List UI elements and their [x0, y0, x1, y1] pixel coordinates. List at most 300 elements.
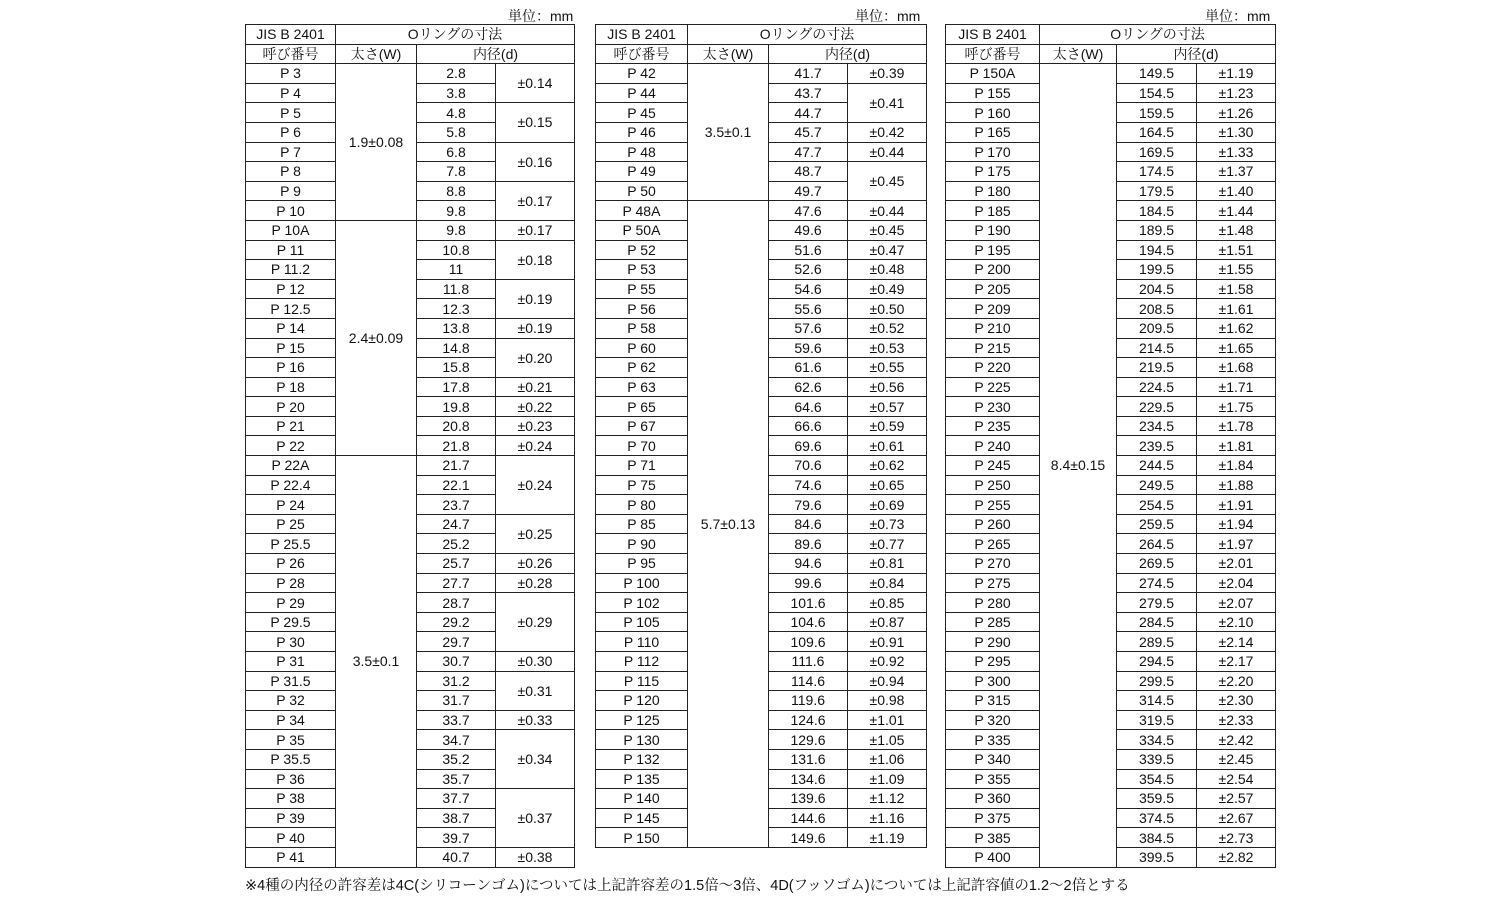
table-row	[596, 201, 927, 221]
inner-diameter-cell: 354.5	[1117, 769, 1197, 789]
inner-diameter-cell: 35.7	[417, 769, 496, 789]
inner-diameter-cell: 7.8	[417, 162, 496, 182]
inner-diameter-cell: 10.8	[417, 240, 496, 260]
inner-diameter-cell: 12.3	[417, 299, 496, 319]
inner-diameter-cell: 27.7	[417, 573, 496, 593]
inner-diameter-cell: 61.6	[769, 358, 848, 378]
call-number-cell: P 260	[946, 514, 1040, 534]
inner-diameter-cell: 29.7	[417, 632, 496, 652]
tolerance-cell: ±2.57	[1197, 789, 1276, 809]
inner-diameter-cell: 314.5	[1117, 691, 1197, 711]
inner-diameter-cell: 48.7	[769, 162, 848, 182]
call-number-cell: P 105	[596, 612, 688, 632]
call-number-cell: P 62	[596, 358, 688, 378]
header-dims: Oリングの寸法	[336, 25, 575, 45]
call-number-cell: P 240	[946, 436, 1040, 456]
call-number-cell: P 190	[946, 220, 1040, 240]
inner-diameter-cell: 299.5	[1117, 671, 1197, 691]
call-number-cell: P 6	[246, 122, 336, 142]
tolerance-cell: ±0.84	[848, 573, 927, 593]
inner-diameter-cell: 25.7	[417, 554, 496, 574]
inner-diameter-cell: 189.5	[1117, 220, 1197, 240]
inner-diameter-cell: 89.6	[769, 534, 848, 554]
inner-diameter-cell: 274.5	[1117, 573, 1197, 593]
header-dims: Oリングの寸法	[1040, 25, 1276, 45]
call-number-cell: P 48A	[596, 201, 688, 221]
inner-diameter-cell: 19.8	[417, 397, 496, 417]
footnote: ※4種の内径の許容差は4C(シリコーンゴム)については上記許容差の1.5倍～3倍、4D(フッソゴム)については上記許容値の1.2～2倍とする	[245, 878, 1130, 894]
tolerance-cell: ±0.87	[848, 612, 927, 632]
call-number-cell: P 20	[246, 397, 336, 417]
tolerance-cell: ±1.55	[1197, 260, 1276, 280]
call-number-cell: P 31.5	[246, 671, 336, 691]
call-number-cell: P 15	[246, 338, 336, 358]
tolerance-cell: ±1.30	[1197, 122, 1276, 142]
call-number-cell: P 120	[596, 691, 688, 711]
call-number-cell: P 3	[246, 64, 336, 84]
call-number-cell: P 112	[596, 652, 688, 672]
call-number-cell: P 170	[946, 142, 1040, 162]
width-cell: 3.5±0.1	[336, 456, 417, 867]
header-call-number: 呼び番号	[596, 44, 688, 64]
call-number-cell: P 100	[596, 573, 688, 593]
call-number-cell: P 75	[596, 475, 688, 495]
inner-diameter-cell: 23.7	[417, 495, 496, 515]
call-number-cell: P 36	[246, 769, 336, 789]
inner-diameter-cell: 9.8	[417, 220, 496, 240]
call-number-cell: P 210	[946, 318, 1040, 338]
tolerance-cell: ±1.81	[1197, 436, 1276, 456]
tolerance-cell: ±0.73	[848, 514, 927, 534]
tolerance-cell: ±2.42	[1197, 730, 1276, 750]
call-number-cell: P 14	[246, 318, 336, 338]
call-number-cell: P 26	[246, 554, 336, 574]
call-number-cell: P 185	[946, 201, 1040, 221]
inner-diameter-cell: 21.8	[417, 436, 496, 456]
call-number-cell: P 215	[946, 338, 1040, 358]
inner-diameter-cell: 11.8	[417, 279, 496, 299]
tolerance-cell: ±0.23	[496, 416, 575, 436]
table-row	[246, 64, 575, 84]
inner-diameter-cell: 59.6	[769, 338, 848, 358]
call-number-cell: P 25	[246, 514, 336, 534]
call-number-cell: P 12	[246, 279, 336, 299]
call-number-cell: P 225	[946, 377, 1040, 397]
call-number-cell: P 140	[596, 789, 688, 809]
call-number-cell: P 71	[596, 456, 688, 476]
inner-diameter-cell: 94.6	[769, 554, 848, 574]
inner-diameter-cell: 57.6	[769, 318, 848, 338]
tolerance-cell: ±1.09	[848, 769, 927, 789]
tolerance-cell: ±0.26	[496, 554, 575, 574]
tolerance-cell: ±0.42	[848, 122, 927, 142]
call-number-cell: P 34	[246, 710, 336, 730]
tolerance-cell: ±2.30	[1197, 691, 1276, 711]
inner-diameter-cell: 109.6	[769, 632, 848, 652]
call-number-cell: P 135	[596, 769, 688, 789]
tolerance-cell: ±0.57	[848, 397, 927, 417]
tolerance-cell: ±0.39	[848, 64, 927, 84]
tolerance-cell: ±1.37	[1197, 162, 1276, 182]
call-number-cell: P 50	[596, 181, 688, 201]
tolerance-cell: ±0.98	[848, 691, 927, 711]
tolerance-cell: ±0.61	[848, 436, 927, 456]
inner-diameter-cell: 234.5	[1117, 416, 1197, 436]
tolerance-cell: ±0.94	[848, 671, 927, 691]
tolerance-cell: ±2.33	[1197, 710, 1276, 730]
call-number-cell: P 63	[596, 377, 688, 397]
inner-diameter-cell: 219.5	[1117, 358, 1197, 378]
inner-diameter-cell: 40.7	[417, 847, 496, 867]
inner-diameter-cell: 34.7	[417, 730, 496, 750]
inner-diameter-cell: 13.8	[417, 318, 496, 338]
call-number-cell: P 375	[946, 808, 1040, 828]
inner-diameter-cell: 39.7	[417, 828, 496, 848]
table-row	[246, 456, 575, 476]
call-number-cell: P 195	[946, 240, 1040, 260]
inner-diameter-cell: 44.7	[769, 103, 848, 123]
tolerance-cell: ±0.44	[848, 201, 927, 221]
tolerance-cell: ±1.23	[1197, 83, 1276, 103]
inner-diameter-cell: 169.5	[1117, 142, 1197, 162]
tolerance-cell: ±0.69	[848, 495, 927, 515]
call-number-cell: P 220	[946, 358, 1040, 378]
call-number-cell: P 245	[946, 456, 1040, 476]
call-number-cell: P 165	[946, 122, 1040, 142]
inner-diameter-cell: 47.7	[769, 142, 848, 162]
tolerance-cell: ±0.44	[848, 142, 927, 162]
tolerance-cell: ±0.18	[496, 240, 575, 279]
header-width: 太さ(W)	[688, 44, 769, 64]
tolerance-cell: ±2.04	[1197, 573, 1276, 593]
call-number-cell: P 21	[246, 416, 336, 436]
width-cell: 2.4±0.09	[336, 220, 417, 455]
width-cell: 8.4±0.15	[1040, 64, 1117, 867]
inner-diameter-cell: 22.1	[417, 475, 496, 495]
call-number-cell: P 40	[246, 828, 336, 848]
inner-diameter-cell: 41.7	[769, 64, 848, 84]
tolerance-cell: ±0.17	[496, 220, 575, 240]
call-number-cell: P 320	[946, 710, 1040, 730]
call-number-cell: P 209	[946, 299, 1040, 319]
inner-diameter-cell: 119.6	[769, 691, 848, 711]
inner-diameter-cell: 38.7	[417, 808, 496, 828]
inner-diameter-cell: 269.5	[1117, 554, 1197, 574]
inner-diameter-cell: 399.5	[1117, 847, 1197, 867]
tolerance-cell: ±1.19	[848, 828, 927, 848]
inner-diameter-cell: 334.5	[1117, 730, 1197, 750]
call-number-cell: P 16	[246, 358, 336, 378]
call-number-cell: P 335	[946, 730, 1040, 750]
call-number-cell: P 385	[946, 828, 1040, 848]
call-number-cell: P 22.4	[246, 475, 336, 495]
call-number-cell: P 300	[946, 671, 1040, 691]
inner-diameter-cell: 66.6	[769, 416, 848, 436]
header-standard: JIS B 2401	[246, 25, 336, 45]
inner-diameter-cell: 114.6	[769, 671, 848, 691]
call-number-cell: P 48	[596, 142, 688, 162]
tolerance-cell: ±0.17	[496, 181, 575, 220]
inner-diameter-cell: 149.5	[1117, 64, 1197, 84]
tolerance-cell: ±1.26	[1197, 103, 1276, 123]
call-number-cell: P 12.5	[246, 299, 336, 319]
inner-diameter-cell: 64.6	[769, 397, 848, 417]
inner-diameter-cell: 244.5	[1117, 456, 1197, 476]
table-row	[596, 64, 927, 84]
inner-diameter-cell: 99.6	[769, 573, 848, 593]
tolerance-cell: ±0.47	[848, 240, 927, 260]
width-cell: 3.5±0.1	[688, 64, 769, 201]
inner-diameter-cell: 52.6	[769, 260, 848, 280]
inner-diameter-cell: 199.5	[1117, 260, 1197, 280]
table-body	[596, 64, 927, 848]
call-number-cell: P 150	[596, 828, 688, 848]
tolerance-cell: ±1.75	[1197, 397, 1276, 417]
call-number-cell: P 39	[246, 808, 336, 828]
inner-diameter-cell: 174.5	[1117, 162, 1197, 182]
inner-diameter-cell: 74.6	[769, 475, 848, 495]
inner-diameter-cell: 69.6	[769, 436, 848, 456]
header-width: 太さ(W)	[336, 44, 417, 64]
inner-diameter-cell: 208.5	[1117, 299, 1197, 319]
inner-diameter-cell: 25.2	[417, 534, 496, 554]
tolerance-cell: ±1.33	[1197, 142, 1276, 162]
call-number-cell: P 130	[596, 730, 688, 750]
call-number-cell: P 205	[946, 279, 1040, 299]
tolerance-cell: ±0.55	[848, 358, 927, 378]
inner-diameter-cell: 279.5	[1117, 593, 1197, 613]
call-number-cell: P 22A	[246, 456, 336, 476]
unit-label-3: 単位：mm	[1205, 8, 1271, 24]
tolerance-cell: ±1.12	[848, 789, 927, 809]
tolerance-cell: ±0.25	[496, 514, 575, 553]
tolerance-cell: ±0.56	[848, 377, 927, 397]
call-number-cell: P 58	[596, 318, 688, 338]
header-inner-diameter: 内径(d)	[417, 44, 575, 64]
tolerance-cell: ±1.51	[1197, 240, 1276, 260]
call-number-cell: P 275	[946, 573, 1040, 593]
call-number-cell: P 10	[246, 201, 336, 221]
inner-diameter-cell: 319.5	[1117, 710, 1197, 730]
call-number-cell: P 145	[596, 808, 688, 828]
call-number-cell: P 230	[946, 397, 1040, 417]
width-cell: 1.9±0.08	[336, 64, 417, 221]
inner-diameter-cell: 289.5	[1117, 632, 1197, 652]
call-number-cell: P 5	[246, 103, 336, 123]
inner-diameter-cell: 129.6	[769, 730, 848, 750]
call-number-cell: P 180	[946, 181, 1040, 201]
tolerance-cell: ±0.62	[848, 456, 927, 476]
inner-diameter-cell: 224.5	[1117, 377, 1197, 397]
call-number-cell: P 55	[596, 279, 688, 299]
inner-diameter-cell: 284.5	[1117, 612, 1197, 632]
call-number-cell: P 280	[946, 593, 1040, 613]
call-number-cell: P 175	[946, 162, 1040, 182]
tolerance-cell: ±2.20	[1197, 671, 1276, 691]
tolerance-cell: ±2.82	[1197, 847, 1276, 867]
call-number-cell: P 42	[596, 64, 688, 84]
call-number-cell: P 10A	[246, 220, 336, 240]
tolerance-cell: ±0.19	[496, 279, 575, 318]
header-dims: Oリングの寸法	[688, 25, 927, 45]
tolerance-cell: ±1.01	[848, 710, 927, 730]
inner-diameter-cell: 154.5	[1117, 83, 1197, 103]
inner-diameter-cell: 15.8	[417, 358, 496, 378]
tolerance-cell: ±0.24	[496, 456, 575, 515]
inner-diameter-cell: 124.6	[769, 710, 848, 730]
inner-diameter-cell: 294.5	[1117, 652, 1197, 672]
inner-diameter-cell: 54.6	[769, 279, 848, 299]
tolerance-cell: ±0.14	[496, 64, 575, 103]
tolerance-cell: ±2.17	[1197, 652, 1276, 672]
tolerance-cell: ±2.73	[1197, 828, 1276, 848]
call-number-cell: P 70	[596, 436, 688, 456]
inner-diameter-cell: 384.5	[1117, 828, 1197, 848]
call-number-cell: P 95	[596, 554, 688, 574]
inner-diameter-cell: 139.6	[769, 789, 848, 809]
call-number-cell: P 52	[596, 240, 688, 260]
call-number-cell: P 160	[946, 103, 1040, 123]
call-number-cell: P 132	[596, 749, 688, 769]
header-standard: JIS B 2401	[596, 25, 688, 45]
tolerance-cell: ±1.05	[848, 730, 927, 750]
inner-diameter-cell: 131.6	[769, 749, 848, 769]
tolerance-cell: ±0.45	[848, 162, 927, 201]
inner-diameter-cell: 184.5	[1117, 201, 1197, 221]
tolerance-cell: ±1.97	[1197, 534, 1276, 554]
tolerance-cell: ±0.85	[848, 593, 927, 613]
tolerance-cell: ±1.06	[848, 749, 927, 769]
inner-diameter-cell: 62.6	[769, 377, 848, 397]
tolerance-cell: ±0.49	[848, 279, 927, 299]
inner-diameter-cell: 5.8	[417, 122, 496, 142]
header-inner-diameter: 内径(d)	[769, 44, 927, 64]
call-number-cell: P 340	[946, 749, 1040, 769]
inner-diameter-cell: 249.5	[1117, 475, 1197, 495]
tolerance-cell: ±1.44	[1197, 201, 1276, 221]
inner-diameter-cell: 149.6	[769, 828, 848, 848]
call-number-cell: P 270	[946, 554, 1040, 574]
call-number-cell: P 290	[946, 632, 1040, 652]
inner-diameter-cell: 14.8	[417, 338, 496, 358]
call-number-cell: P 265	[946, 534, 1040, 554]
call-number-cell: P 150A	[946, 64, 1040, 84]
unit-label-2: 単位：mm	[855, 8, 921, 24]
tolerance-cell: ±1.78	[1197, 416, 1276, 436]
tolerance-cell: ±0.24	[496, 436, 575, 456]
inner-diameter-cell: 37.7	[417, 789, 496, 809]
tolerance-cell: ±0.50	[848, 299, 927, 319]
tolerance-cell: ±2.07	[1197, 593, 1276, 613]
inner-diameter-cell: 47.6	[769, 201, 848, 221]
call-number-cell: P 255	[946, 495, 1040, 515]
tolerance-cell: ±0.31	[496, 671, 575, 710]
tolerance-cell: ±0.52	[848, 318, 927, 338]
inner-diameter-cell: 229.5	[1117, 397, 1197, 417]
call-number-cell: P 360	[946, 789, 1040, 809]
call-number-cell: P 22	[246, 436, 336, 456]
tolerance-cell: ±0.33	[496, 710, 575, 730]
tolerance-cell: ±0.92	[848, 652, 927, 672]
call-number-cell: P 38	[246, 789, 336, 809]
inner-diameter-cell: 33.7	[417, 710, 496, 730]
tolerance-cell: ±0.53	[848, 338, 927, 358]
inner-diameter-cell: 209.5	[1117, 318, 1197, 338]
tolerance-cell: ±0.21	[496, 377, 575, 397]
inner-diameter-cell: 31.2	[417, 671, 496, 691]
tolerance-cell: ±0.22	[496, 397, 575, 417]
tolerance-cell: ±2.67	[1197, 808, 1276, 828]
inner-diameter-cell: 111.6	[769, 652, 848, 672]
oring-table-1	[245, 24, 575, 868]
tolerance-cell: ±1.68	[1197, 358, 1276, 378]
call-number-cell: P 65	[596, 397, 688, 417]
call-number-cell: P 8	[246, 162, 336, 182]
inner-diameter-cell: 3.8	[417, 83, 496, 103]
call-number-cell: P 35.5	[246, 749, 336, 769]
tolerance-cell: ±1.91	[1197, 495, 1276, 515]
tolerance-cell: ±0.28	[496, 573, 575, 593]
call-number-cell: P 235	[946, 416, 1040, 436]
inner-diameter-cell: 239.5	[1117, 436, 1197, 456]
inner-diameter-cell: 259.5	[1117, 514, 1197, 534]
tolerance-cell: ±0.65	[848, 475, 927, 495]
tolerance-cell: ±1.84	[1197, 456, 1276, 476]
unit-label-1: 単位：mm	[508, 8, 574, 24]
header-call-number: 呼び番号	[246, 44, 336, 64]
call-number-cell: P 110	[596, 632, 688, 652]
call-number-cell: P 18	[246, 377, 336, 397]
inner-diameter-cell: 104.6	[769, 612, 848, 632]
inner-diameter-cell: 204.5	[1117, 279, 1197, 299]
tolerance-cell: ±0.19	[496, 318, 575, 338]
tolerance-cell: ±0.29	[496, 593, 575, 652]
tolerance-cell: ±2.10	[1197, 612, 1276, 632]
tolerance-cell: ±1.48	[1197, 220, 1276, 240]
call-number-cell: P 155	[946, 83, 1040, 103]
header-width: 太さ(W)	[1040, 44, 1117, 64]
tolerance-cell: ±2.14	[1197, 632, 1276, 652]
table-body	[246, 64, 575, 867]
header-standard: JIS B 2401	[946, 25, 1040, 45]
call-number-cell: P 7	[246, 142, 336, 162]
call-number-cell: P 11.2	[246, 260, 336, 280]
call-number-cell: P 45	[596, 103, 688, 123]
tolerance-cell: ±0.15	[496, 103, 575, 142]
call-number-cell: P 30	[246, 632, 336, 652]
inner-diameter-cell: 45.7	[769, 122, 848, 142]
call-number-cell: P 41	[246, 847, 336, 867]
inner-diameter-cell: 164.5	[1117, 122, 1197, 142]
inner-diameter-cell: 79.6	[769, 495, 848, 515]
call-number-cell: P 31	[246, 652, 336, 672]
call-number-cell: P 4	[246, 83, 336, 103]
header-call-number: 呼び番号	[946, 44, 1040, 64]
call-number-cell: P 200	[946, 260, 1040, 280]
tolerance-cell: ±1.62	[1197, 318, 1276, 338]
call-number-cell: P 50A	[596, 220, 688, 240]
table-body	[946, 64, 1276, 867]
inner-diameter-cell: 159.5	[1117, 103, 1197, 123]
call-number-cell: P 49	[596, 162, 688, 182]
tolerance-cell: ±1.61	[1197, 299, 1276, 319]
tolerance-cell: ±0.91	[848, 632, 927, 652]
call-number-cell: P 9	[246, 181, 336, 201]
call-number-cell: P 44	[596, 83, 688, 103]
call-number-cell: P 29	[246, 593, 336, 613]
tolerance-cell: ±1.19	[1197, 64, 1276, 84]
oring-table-2	[595, 24, 927, 848]
